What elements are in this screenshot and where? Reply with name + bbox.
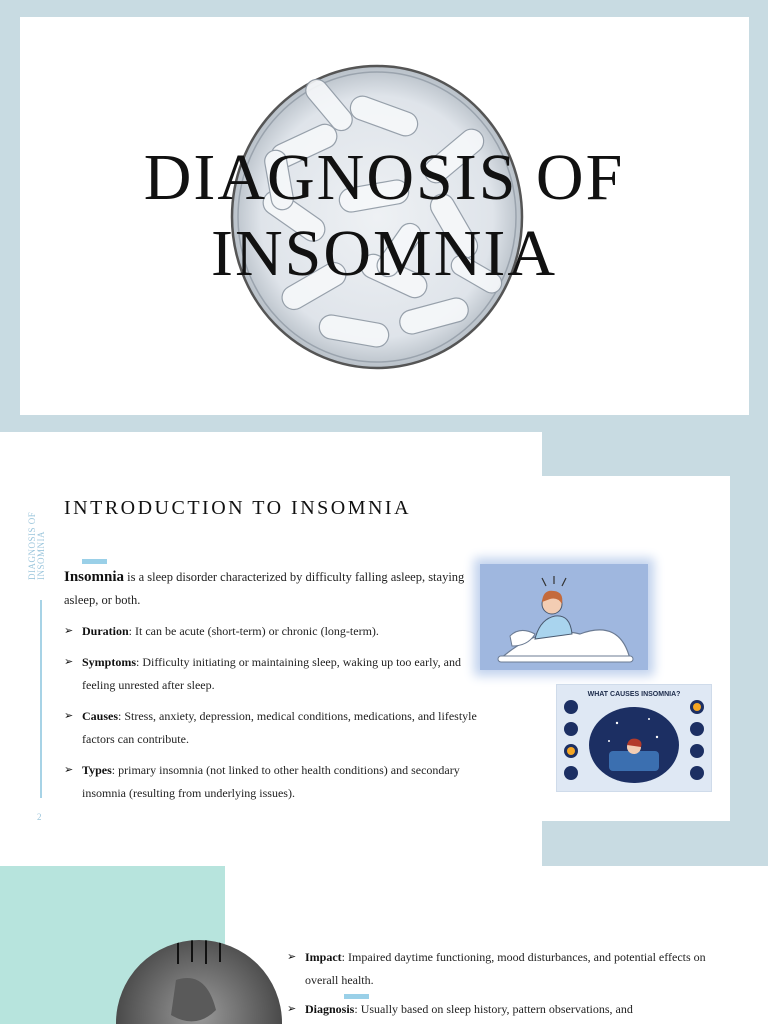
bullet-text: : It can be acute (short-term) or chronic (long-term). <box>128 624 379 638</box>
arrow-bullet-icon: ➢ <box>287 1003 297 1015</box>
list-item <box>287 946 707 992</box>
bullet-list <box>287 946 707 1024</box>
causes-infographic <box>556 684 712 792</box>
intro-text: is a sleep disorder characterized by difficulty falling asleep, staying asleep, or both. <box>64 570 465 607</box>
bullet-term: Duration <box>82 624 129 638</box>
introduction-slide <box>0 432 768 866</box>
bullet-term: Types <box>82 763 112 777</box>
bullet-text: : Usually based on sleep history, pattern observations, and <box>354 1002 633 1016</box>
sleepless-woman-icon <box>480 564 648 670</box>
slide-heading: INTRODUCTION TO INSOMNIA <box>64 497 412 519</box>
side-label: DIAGNOSIS OF INSOMNIA <box>27 511 46 580</box>
arrow-bullet-icon: ➢ <box>64 764 74 776</box>
bullet-text: : Difficulty initiating or maintaining sleep, waking up too early, and feeling unrested after sleep. <box>82 655 461 692</box>
causes-infographic-icon <box>557 685 711 791</box>
title-slide <box>0 0 768 432</box>
list-item <box>64 651 484 697</box>
arrow-bullet-icon: ➢ <box>287 951 297 963</box>
bullet-term: Diagnosis <box>305 1002 355 1016</box>
side-divider <box>40 600 42 798</box>
sleepless-woman-illustration <box>480 564 648 670</box>
intro-term: Insomnia <box>64 569 125 585</box>
person-in-bed-photo <box>116 940 282 1024</box>
list-item <box>64 620 484 643</box>
impact-slide <box>0 866 768 1024</box>
bullet-term: Impact <box>305 950 342 964</box>
accent-block-bottom-right <box>542 821 768 866</box>
accent-block-right <box>730 432 768 866</box>
list-item <box>64 759 484 805</box>
arrow-bullet-icon: ➢ <box>64 625 74 637</box>
bullet-term: Causes <box>82 709 119 723</box>
page-number: 2 <box>37 812 42 822</box>
arrow-bullet-icon: ➢ <box>64 710 74 722</box>
slide-title: DIAGNOSIS OF INSOMNIA <box>143 141 625 290</box>
bullet-text: : Impaired daytime functioning, mood disturbances, and potential effects on overall health. <box>305 950 706 987</box>
bullet-text: : primary insomnia (not linked to other health conditions) and secondary insomnia (resulting from underlying issues). <box>82 763 460 800</box>
list-item <box>287 998 707 1021</box>
list-item <box>64 705 484 751</box>
heading-underline <box>82 559 107 564</box>
infographic-title: WHAT CAUSES INSOMNIA? <box>587 691 681 698</box>
bullet-term: Symptoms <box>82 655 137 669</box>
bullet-list <box>64 620 484 813</box>
intro-paragraph <box>64 566 484 612</box>
bullet-text: : Stress, anxiety, depression, medical conditions, medications, and lifestyle factors can contribute. <box>82 709 477 746</box>
arrow-bullet-icon: ➢ <box>64 656 74 668</box>
